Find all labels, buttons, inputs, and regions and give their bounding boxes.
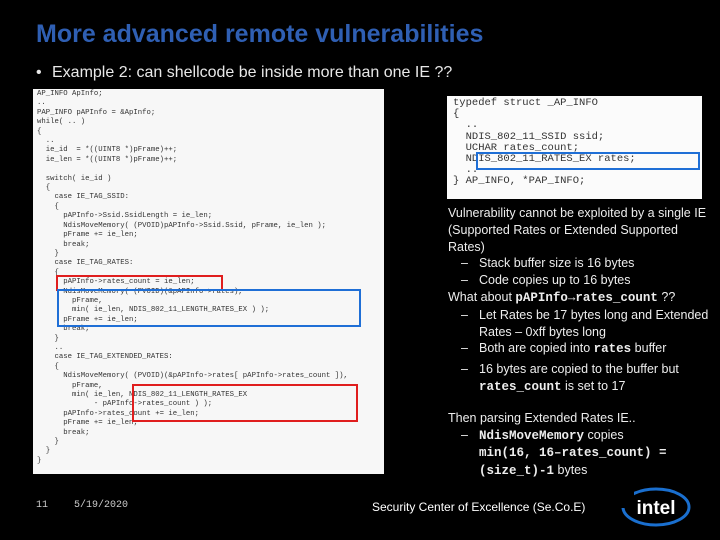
para-2-item-1: – Let Rates be 17 bytes long and Extended Rates – 0xff bytes long <box>461 307 709 339</box>
explanation-text <box>448 205 710 480</box>
svg-text:intel: intel <box>636 498 676 519</box>
struct-text: typedef struct _AP_INFO { .. NDIS_802_11_SSID ssid; UCHAR rates_count; NDIS_802_11_RATES_EX rates; .. } AP_INFO, *PAP_INFO; <box>453 97 636 188</box>
page-number: 11 <box>36 500 49 511</box>
code-left-text: AP_INFO ApInfo; .. PAP_INFO pAPInfo = &ApInfo; while( .. ) { .. ie_id = *((UINT8 *)pFrame)++; ie_len = *((UINT8 *)pFrame)++; switch( ie_id ) { case IE_TAG_SSID: { pAPInfo->Ssid.SsidLength = ie_len; NdisMoveMemory( (PVOID)pAPInfo->Ssid.Ssid, pFrame, ie_len ); pFrame += ie_len; break; } case IE_TAG_RATES: { pAPInfo->rates_count = ie_len; NdisMoveMemory( (PVOID)(&pAPInfo->rates), pFrame, min( ie_len, NDIS_802_11_LENGTH_RATES_EX ) ); pFrame += ie_len; break; } .. case IE_TAG_EXTENDED_RATES: { NdisMoveMemory( (PVOID)(&pAPInfo->rates[ pAPInfo->rates_count ]), pFrame, min( ie_len, NDIS_802_11_LENGTH_RATES_EX - pAPInfo->rates_count ) ); pAPInfo->rates_count += ie_len; pFrame += ie_len; break; } } } <box>37 90 348 465</box>
highlight-blue-rates-field <box>476 152 700 170</box>
para-1-item-1: – Stack buffer size is 16 bytes <box>461 256 635 271</box>
para-1: Vulnerability cannot be exploited by a single IE (Supported Rates or Extended Supported Rates) <box>448 206 707 254</box>
para-3: Then parsing Extended Rates IE.. <box>448 410 636 425</box>
highlight-blue-rates-copy <box>57 289 361 327</box>
bullet-text: Example 2: can shellcode be inside more than one IE ?? <box>52 64 453 81</box>
para-2-item-3: – 16 bytes are copied to the buffer but rates_count is set to 17 <box>461 362 679 394</box>
slide-date: 5/19/2020 <box>74 500 129 511</box>
slide-title: More advanced remote vulnerabilities <box>36 20 484 48</box>
para-1-item-2: – Code copies up to 16 bytes <box>461 273 631 288</box>
bullet-dot: • <box>36 64 42 81</box>
para-2-item-2: – Both are copied into rates buffer <box>461 341 667 357</box>
para-3-item-1: – NdisMoveMemory copies min(16, 16–rates_count) = (size_t)-1 bytes <box>461 427 667 479</box>
intel-logo-icon <box>620 486 692 528</box>
highlight-red-extended-copy <box>132 384 358 422</box>
para-2: What about pAPInfo→rates_count ?? <box>448 289 676 305</box>
footer-organization: Security Center of Excellence (Se.Co.E) <box>372 500 586 514</box>
struct-definition <box>447 96 702 199</box>
bullet-line <box>36 64 452 82</box>
